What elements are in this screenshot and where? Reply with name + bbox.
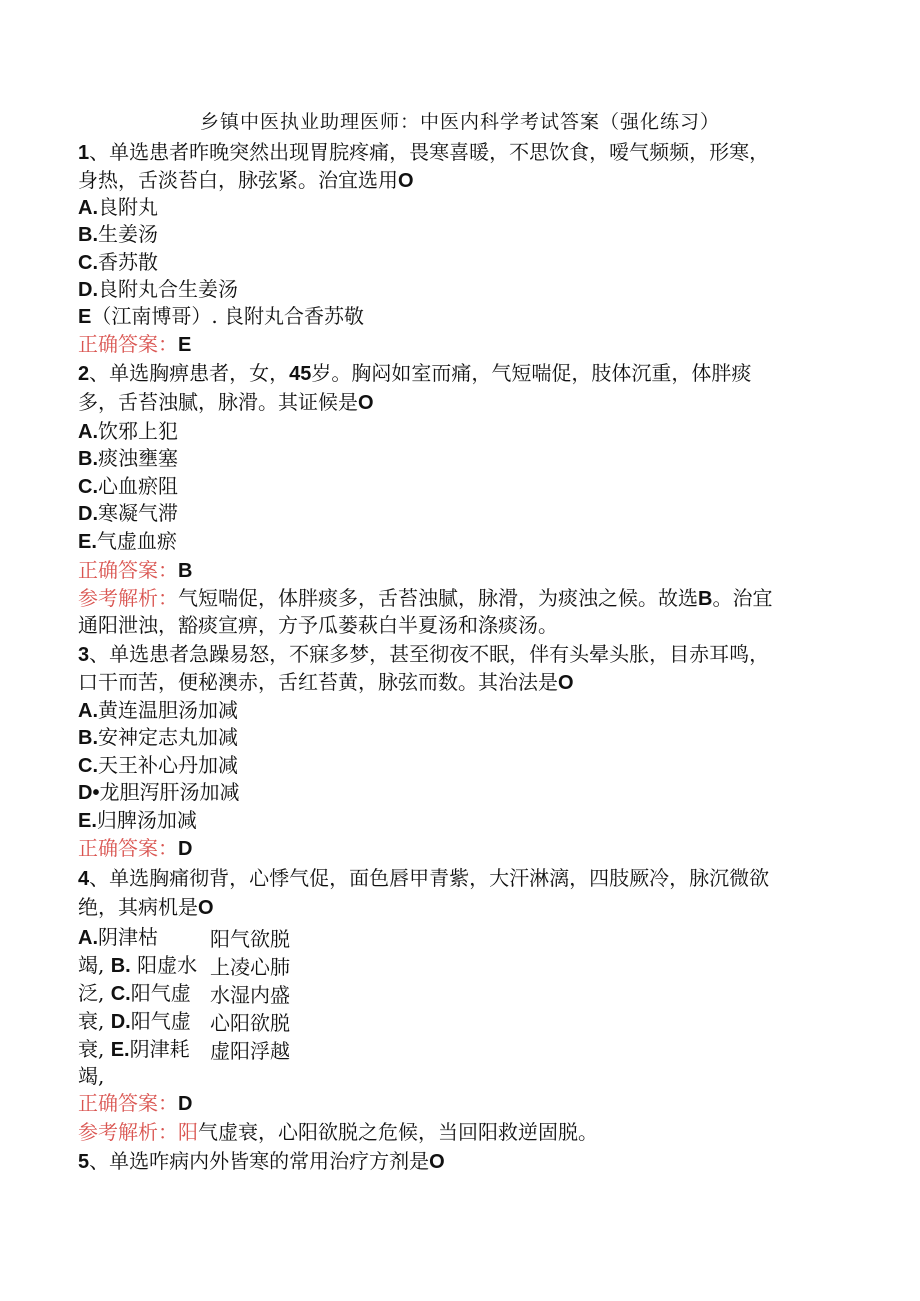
q4-right-col-item5: 虚阳浮越 <box>210 1039 290 1063</box>
q1-option-b: B.生姜汤 <box>78 222 158 246</box>
q2-option-c: C.心血瘀阻 <box>78 474 178 498</box>
q4-analysis: 参考解析：阳气虚衰，心阳欲脱之危候，当回阳救逆固脱。 <box>78 1120 598 1144</box>
answer-label: 正确答案： <box>78 332 178 356</box>
q3-option-d: D•龙胆泻肝汤加减 <box>78 780 240 804</box>
answer-label: 正确答案： <box>78 836 178 860</box>
q4-blank: O <box>198 897 214 919</box>
q1-stem-line2: 身热，舌淡苔白，脉弦紧。治宜选用O <box>78 168 414 192</box>
q1-stem-line1: 1、单选患者昨晚突然出现胃脘疼痛，畏寒喜暖，不思饮食，嗳气频频，形寒， <box>78 140 770 164</box>
q4-stem-line2: 绝，其病机是O <box>78 895 214 919</box>
q4-left-col-line3: 泛, C.阳气虚 <box>78 981 191 1005</box>
q2-blank: O <box>358 392 374 414</box>
q4-left-col-line1: A.阴津枯 <box>78 925 158 949</box>
q2-option-e: E.气虚血瘀 <box>78 529 177 553</box>
q4-right-col-item2: 上凌心肺 <box>210 955 290 979</box>
q2-option-a: A.饮邪上犯 <box>78 419 178 443</box>
q4-stem-line1: 4、单选胸痛彻背，心悸气促，面色唇甲青紫，大汗淋漓，四肢厥冷，脉沉微欲 <box>78 866 770 890</box>
q3-blank: O <box>558 672 574 694</box>
q4-answer <box>78 1089 192 1118</box>
q4-right-col-item1: 阳气欲脱 <box>210 927 290 951</box>
q2-stem-line2: 多，舌苔浊腻，脉滑。其证候是O <box>78 390 374 414</box>
q3-number: 3 <box>78 644 90 666</box>
q1-option-e: E（江南博哥）. 良附丸合香苏敬 <box>78 304 365 328</box>
answer-value: D <box>178 838 193 860</box>
q4-right-col-item3: 水湿内盛 <box>210 983 290 1007</box>
answer-label: 正确答案： <box>78 558 178 582</box>
q4-left-col-line4: 衰, D.阳气虚 <box>78 1009 191 1033</box>
q2-option-b: B.痰浊壅塞 <box>78 446 178 470</box>
q3-answer <box>78 834 192 863</box>
answer-label: 正确答案： <box>78 1091 178 1115</box>
q1-blank: O <box>398 170 414 192</box>
q4-number: 4 <box>78 868 90 890</box>
q2-answer <box>78 556 192 585</box>
q3-option-b: B.安神定志丸加减 <box>78 725 238 749</box>
q4-left-col-line6: 竭, <box>78 1064 105 1088</box>
q4-right-col-item4: 心阳欲脱 <box>210 1011 290 1035</box>
q4-left-col-line2: 竭, B. 阳虚水 <box>78 953 198 977</box>
q5-number: 5 <box>78 1151 90 1173</box>
q2-analysis-line2: 通阳泄浊，豁痰宣痹，方予瓜蒌萩白半夏汤和涤痰汤。 <box>78 613 558 637</box>
analysis-label: 参考解析： <box>78 1120 178 1144</box>
q1-option-c: C.香苏散 <box>78 250 158 274</box>
q5-stem-line1: 5、单选咋病内外皆寒的常用治疗方剂是O <box>78 1149 445 1173</box>
q1-option-a: A.良附丸 <box>78 195 158 219</box>
answer-value: D <box>178 1093 193 1115</box>
q3-stem-line1: 3、单选患者急躁易怒，不寐多梦，甚至彻夜不眠，伴有头晕头胀，目赤耳鸣， <box>78 642 770 666</box>
q2-stem-line1: 2、单选胸痹患者，女，45岁。胸闷如室而痛，气短喘促，肢体沉重，体胖痰 <box>78 361 752 385</box>
q3-option-a: A.黄连温胆汤加减 <box>78 698 238 722</box>
answer-value: B <box>178 560 193 582</box>
q1-number: 1 <box>78 142 90 164</box>
q2-number: 2 <box>78 363 90 385</box>
q1-answer <box>78 330 191 359</box>
document-title: 乡镇中医执业助理医师：中医内科学考试答案（强化练习） <box>199 111 720 133</box>
q2-analysis-line1: 参考解析：气短喘促，体胖痰多，舌苔浊腻，脉滑，为痰浊之候。故选B。治宜 <box>78 586 773 610</box>
analysis-label: 参考解析： <box>78 586 178 610</box>
q1-option-d: D.良附丸合生姜汤 <box>78 277 238 301</box>
q3-option-e: E.归脾汤加减 <box>78 808 197 832</box>
q2-option-d: D.寒凝气滞 <box>78 501 178 525</box>
q5-blank: O <box>429 1151 445 1173</box>
q3-option-c: C.天王补心丹加减 <box>78 753 238 777</box>
answer-value: E <box>178 334 192 356</box>
q4-left-col-line5: 衰, E.阴津耗 <box>78 1037 190 1061</box>
q3-stem-line2: 口干而苦，便秘澳赤，舌红苔黄，脉弦而数。其治法是O <box>78 670 574 694</box>
